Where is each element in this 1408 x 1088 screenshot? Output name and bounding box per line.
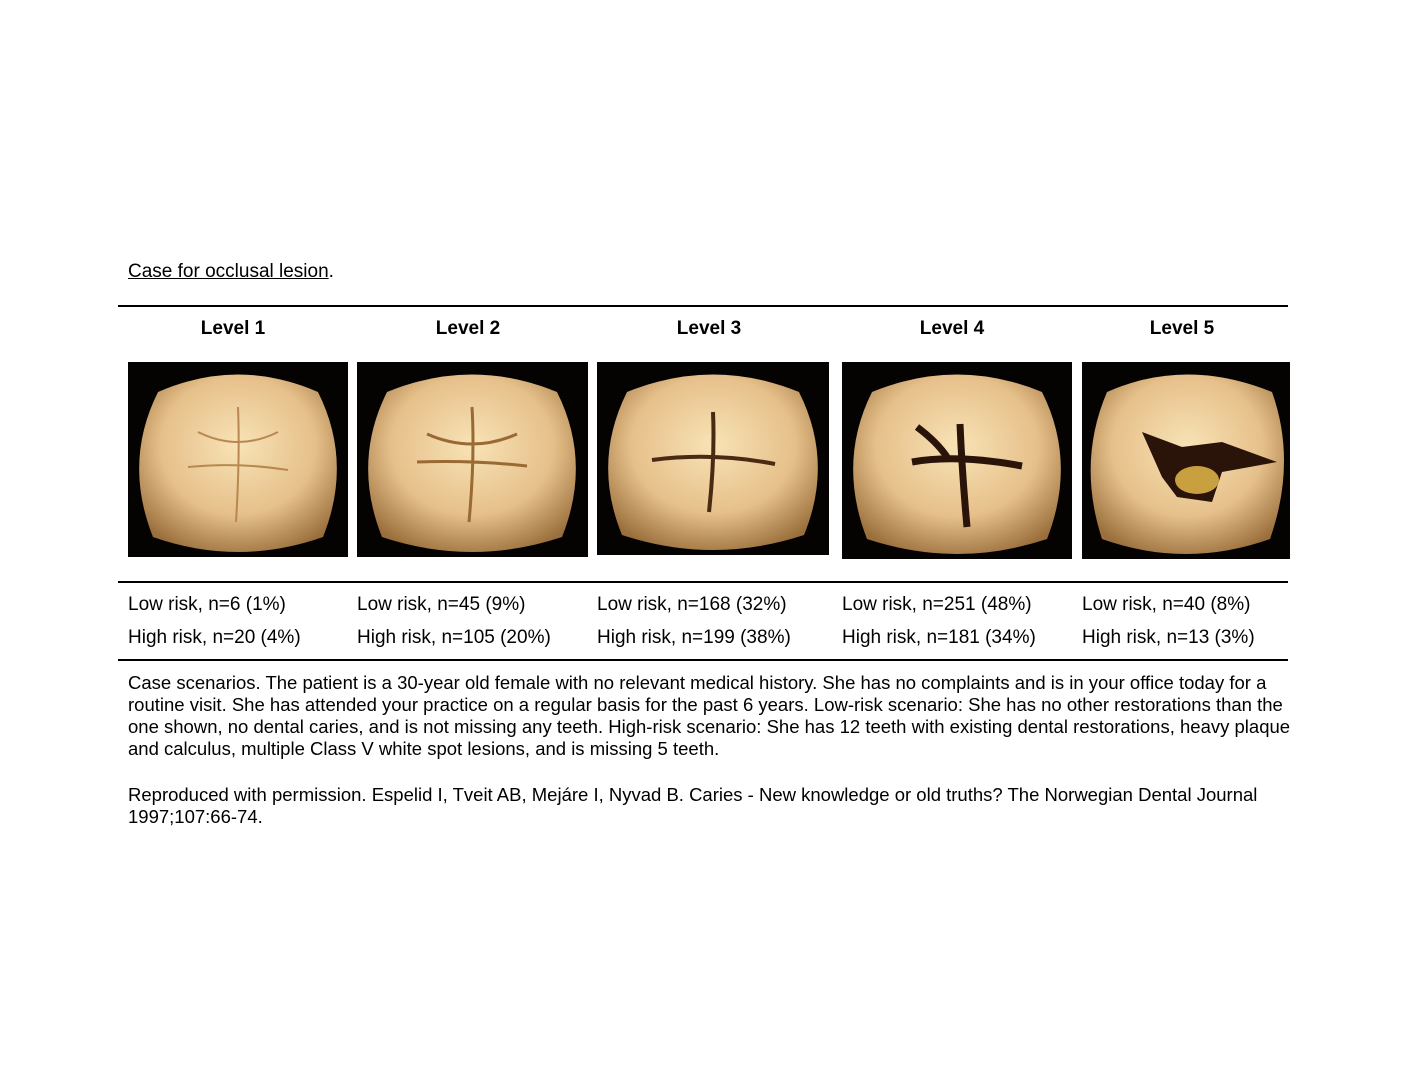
tooth-image-level-1 (128, 362, 348, 557)
level-1-low-risk: Low risk, n=6 (1%) (128, 594, 286, 615)
level-3-low-risk: Low risk, n=168 (32%) (597, 594, 787, 615)
level-1-high-risk: High risk, n=20 (4%) (128, 627, 301, 648)
level-4-low-risk: Low risk, n=251 (48%) (842, 594, 1032, 615)
level-5-low-risk: Low risk, n=40 (8%) (1082, 594, 1251, 615)
tooth-image-level-3 (597, 362, 829, 555)
bottom-rule (118, 659, 1288, 661)
level-4-high-risk: High risk, n=181 (34%) (842, 627, 1036, 648)
level-1-label: Level 1 (200, 318, 266, 339)
figure-caption (128, 260, 334, 284)
tooth-image-level-2 (357, 362, 588, 557)
level-3-label: Level 3 (676, 318, 742, 339)
case-scenarios-paragraph: Case scenarios. The patient is a 30-year old female with no relevant medical history. She has no complaints and is in your office today for a routine visit. She has attended your practice on a regular basis for the past 6 years. Low-risk scenario: She has no other restorations than the one shown, no dental caries, and is not missing any teeth. High-risk scenario: She has 12 teeth with existing dental restorations, heavy plaque and calculus, multiple Class V white spot lesions, and is missing 5 teeth. (128, 672, 1291, 759)
level-2-low-risk: Low risk, n=45 (9%) (357, 594, 526, 615)
tooth-image-level-4 (842, 362, 1072, 559)
citation-paragraph: Reproduced with permission. Espelid I, Tveit AB, Mejáre I, Nyvad B. Caries - New knowledge or old truths? The Norwegian Dental Journal 1997;107:66-74. (128, 784, 1258, 827)
top-rule (118, 305, 1288, 307)
figure-caption-underlined: Case for occlusal lesion (128, 261, 329, 282)
tooth-image-level-5 (1082, 362, 1290, 559)
level-2-label: Level 2 (435, 318, 501, 339)
level-2-high-risk: High risk, n=105 (20%) (357, 627, 551, 648)
level-5-label: Level 5 (1149, 318, 1215, 339)
level-3-high-risk: High risk, n=199 (38%) (597, 627, 791, 648)
middle-rule (118, 581, 1288, 583)
level-5-high-risk: High risk, n=13 (3%) (1082, 627, 1255, 648)
level-4-label: Level 4 (919, 318, 985, 339)
figure-caption-period: . (328, 261, 334, 282)
